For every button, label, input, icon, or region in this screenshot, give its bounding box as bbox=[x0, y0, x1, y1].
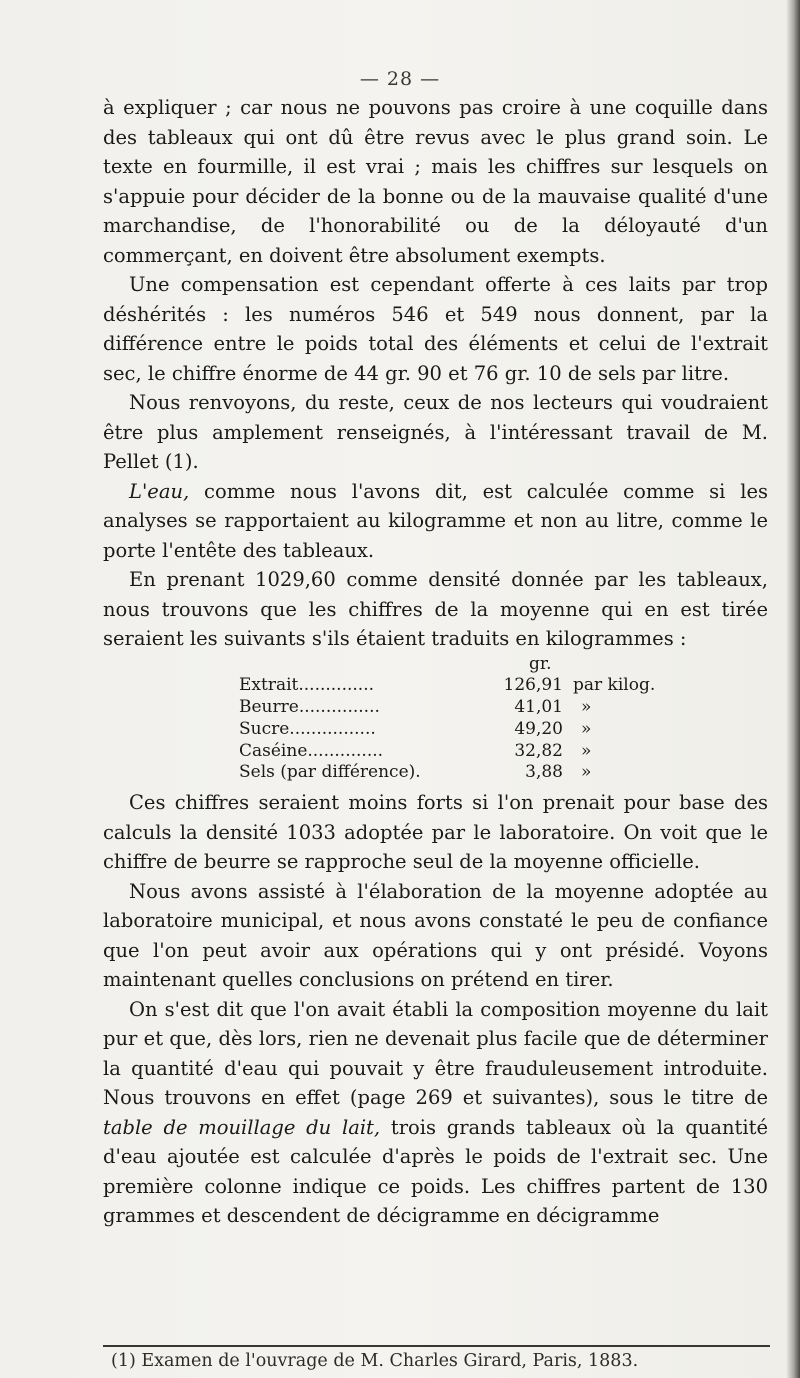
table-row bbox=[239, 675, 768, 697]
table-row bbox=[239, 741, 768, 763]
row-unit: » bbox=[581, 718, 592, 739]
paragraph-1: à expliquer ; car nous ne pouvons pas croire à une coquille dans des tableaux qui ont dû être revus avec le plus grand soin. Le texte en fourmille, il est vrai ; mais les chiffres sur lesquels on s'appuie pour décider de la bonne ou de la mauvaise qualité d'une marchandise, de l'honorabilité ou de la déloyauté d'un commerçant, en doivent être absolument exempts. bbox=[103, 96, 768, 267]
page-edge-shadow bbox=[786, 0, 800, 1378]
table-title: table de mouillage du lait, bbox=[103, 1115, 381, 1139]
paragraph-8-start: On s'est dit que l'on avait établi la composition moyenne du lait pur et que, dès lors, rien ne devenait plus facile que de déterminer la quantité d'eau qui pouvait y être frauduleusement introduite. Nous trouvons en effet (page 269 et suivantes), sous le titre de bbox=[103, 997, 768, 1110]
paragraph-3: Nous renvoyons, du reste, ceux de nos lecteurs qui voudraient être plus amplement renseignés, à l'intéressant travail de M. Pellet (1). bbox=[103, 391, 768, 473]
paragraph-6: Ces chiffres seraient moins forts si l'on prenait pour base des calculs la densité 1033 adoptée par le laboratoire. On voit que le chiffre de beurre se rapproche seul de la moyenne officielle. bbox=[103, 791, 768, 874]
row-label: Extrait.............. bbox=[239, 675, 375, 696]
row-value: 49,20 bbox=[514, 718, 563, 739]
row-unit: par kilog. bbox=[573, 675, 656, 696]
paragraph-7: Nous avons assisté à l'élaboration de la moyenne adoptée au laboratoire municipal, et nous avons constaté le peu de confiance que l'on peut avoir aux opérations qui y ont présidé. Voyons maintenant quelles conclusions on prétend en tirer. bbox=[103, 879, 768, 992]
paragraph-5: En prenant 1029,60 comme densité donnée par les tableaux, nous trouvons que les chiffres de la moyenne qui en est tirée seraient les suivants s'ils étaient traduits en kilogrammes : bbox=[103, 568, 768, 650]
composition-table bbox=[239, 654, 768, 785]
page-number: — 28 — bbox=[359, 68, 441, 90]
paragraph-8-end: trois grands tableaux où la quantité d'eau ajoutée est calculée d'après le poids de l'extrait sec. Une première colonne indique ce poids. Les chiffres partent de 130 grammes et descendent de décigramme en décigramme bbox=[103, 1115, 768, 1228]
paragraph-4 bbox=[103, 477, 768, 566]
row-value: 126,91 bbox=[503, 675, 563, 696]
row-label: Sucre................ bbox=[239, 718, 376, 739]
row-value: 3,88 bbox=[525, 762, 563, 783]
paragraph-8 bbox=[103, 995, 768, 1231]
paragraph-4-rest: comme nous l'avons dit, est calculée comme si les analyses se rapportaient au kilogramme et non au litre, comme le porte l'entête des tableaux. bbox=[103, 479, 769, 562]
row-unit: » bbox=[581, 740, 592, 761]
body-text bbox=[103, 93, 768, 1231]
row-value: 41,01 bbox=[514, 697, 563, 718]
footnote-rule bbox=[103, 1345, 770, 1347]
table-row bbox=[239, 697, 768, 719]
row-unit: » bbox=[581, 762, 592, 783]
table-row bbox=[239, 719, 768, 741]
row-label: Sels (par différence). bbox=[239, 762, 421, 783]
table-row bbox=[239, 762, 768, 784]
footnote: (1) Examen de l'ouvrage de M. Charles Girard, Paris, 1883. bbox=[111, 1351, 639, 1371]
row-label: Beurre............... bbox=[239, 697, 380, 718]
paragraph-2: Une compensation est cependant offerte à ces laits par trop déshérités : les numéros 546 et 549 nous donnent, par la différence entre le poids total des éléments et celui de l'extrait sec, le chiffre énorme de 44 gr. 90 et 76 gr. 10 de sels par litre. bbox=[103, 273, 768, 385]
row-unit: » bbox=[581, 697, 592, 718]
unit-header: gr. bbox=[529, 653, 552, 674]
row-value: 32,82 bbox=[514, 740, 563, 761]
term-leau: L'eau, bbox=[129, 479, 190, 503]
row-label: Caséine.............. bbox=[239, 740, 384, 761]
